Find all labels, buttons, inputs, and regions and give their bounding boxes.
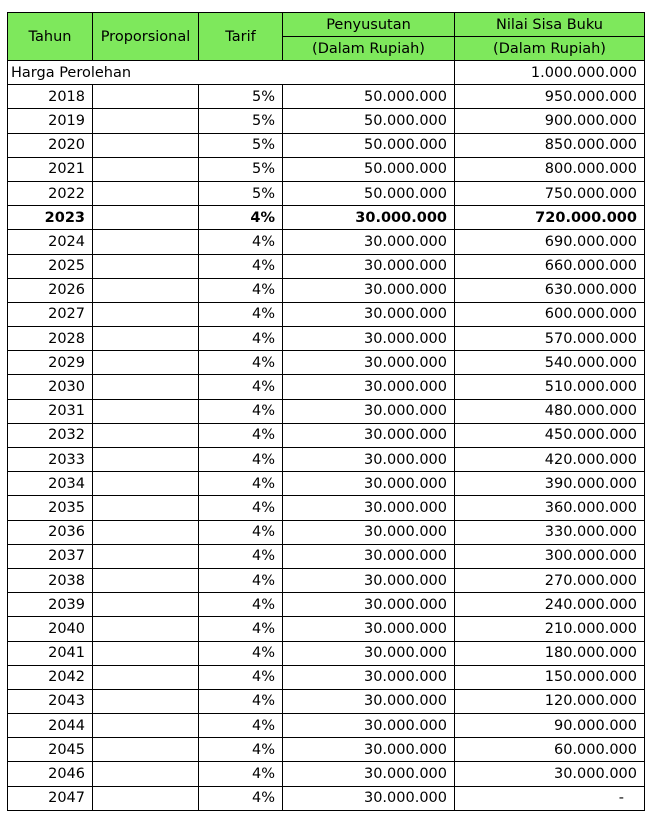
cell-book-value: 510.000.000 xyxy=(455,375,645,399)
table-row xyxy=(8,85,645,109)
cell-year: 2030 xyxy=(8,375,93,399)
table-row xyxy=(8,665,645,689)
cell-depreciation: 50.000.000 xyxy=(283,85,455,109)
cell-rate: 4% xyxy=(199,399,283,423)
cell-rate: 5% xyxy=(199,85,283,109)
table-row xyxy=(8,617,645,641)
cell-rate: 4% xyxy=(199,617,283,641)
table-row xyxy=(8,568,645,592)
cell-year: 2024 xyxy=(8,230,93,254)
cell-proportional xyxy=(93,109,199,133)
cell-rate: 4% xyxy=(199,230,283,254)
cell-proportional xyxy=(93,157,199,181)
cell-depreciation: 30.000.000 xyxy=(283,448,455,472)
cell-year: 2027 xyxy=(8,302,93,326)
table-row xyxy=(8,472,645,496)
cell-rate: 4% xyxy=(199,593,283,617)
table-row xyxy=(8,496,645,520)
cell-rate: 4% xyxy=(199,327,283,351)
header-nilai-sisa: Nilai Sisa Buku xyxy=(455,13,645,37)
table-row xyxy=(8,520,645,544)
cell-year: 2037 xyxy=(8,544,93,568)
cell-book-value: 720.000.000 xyxy=(455,206,645,230)
cell-book-value: 570.000.000 xyxy=(455,327,645,351)
cell-proportional xyxy=(93,206,199,230)
cell-proportional xyxy=(93,278,199,302)
table-row xyxy=(8,544,645,568)
cell-book-value: 420.000.000 xyxy=(455,448,645,472)
cell-book-value: 180.000.000 xyxy=(455,641,645,665)
header-nilai-sisa-sub: (Dalam Rupiah) xyxy=(455,37,645,61)
cell-year: 2044 xyxy=(8,714,93,738)
cell-depreciation: 30.000.000 xyxy=(283,399,455,423)
cell-rate: 4% xyxy=(199,423,283,447)
cell-proportional xyxy=(93,689,199,713)
cell-book-value: 360.000.000 xyxy=(455,496,645,520)
cell-proportional xyxy=(93,665,199,689)
cell-book-value: 240.000.000 xyxy=(455,593,645,617)
cell-book-value: 30.000.000 xyxy=(455,762,645,786)
cell-depreciation: 30.000.000 xyxy=(283,254,455,278)
table-row xyxy=(8,109,645,133)
cell-book-value: 600.000.000 xyxy=(455,302,645,326)
cell-proportional xyxy=(93,617,199,641)
table-row xyxy=(8,593,645,617)
cell-book-value: 900.000.000 xyxy=(455,109,645,133)
table-row xyxy=(8,206,645,230)
table-row xyxy=(8,133,645,157)
cell-proportional xyxy=(93,762,199,786)
cell-rate: 4% xyxy=(199,520,283,544)
cell-proportional xyxy=(93,641,199,665)
cell-depreciation: 30.000.000 xyxy=(283,617,455,641)
table-row xyxy=(8,375,645,399)
cell-depreciation: 30.000.000 xyxy=(283,568,455,592)
cell-book-value: 480.000.000 xyxy=(455,399,645,423)
cell-proportional xyxy=(93,85,199,109)
cell-rate: 4% xyxy=(199,302,283,326)
cell-year: 2025 xyxy=(8,254,93,278)
cell-proportional xyxy=(93,544,199,568)
cell-book-value: 300.000.000 xyxy=(455,544,645,568)
table-header xyxy=(8,13,645,61)
table-row xyxy=(8,254,645,278)
cell-proportional xyxy=(93,230,199,254)
cell-depreciation: 30.000.000 xyxy=(283,714,455,738)
cell-proportional xyxy=(93,399,199,423)
cell-proportional xyxy=(93,327,199,351)
cell-year: 2026 xyxy=(8,278,93,302)
cell-year: 2021 xyxy=(8,157,93,181)
cell-depreciation: 50.000.000 xyxy=(283,109,455,133)
cell-year: 2029 xyxy=(8,351,93,375)
cell-rate: 4% xyxy=(199,641,283,665)
table-row xyxy=(8,302,645,326)
table-row xyxy=(8,327,645,351)
cell-depreciation: 50.000.000 xyxy=(283,133,455,157)
header-penyusutan: Penyusutan xyxy=(283,13,455,37)
table-row xyxy=(8,786,645,810)
table-row xyxy=(8,278,645,302)
acquisition-row xyxy=(8,61,645,85)
table-row xyxy=(8,448,645,472)
cell-year: 2045 xyxy=(8,738,93,762)
cell-rate: 5% xyxy=(199,109,283,133)
cell-proportional xyxy=(93,593,199,617)
cell-year: 2031 xyxy=(8,399,93,423)
cell-book-value: 850.000.000 xyxy=(455,133,645,157)
acquisition-value: 1.000.000.000 xyxy=(455,61,645,85)
cell-book-value: 540.000.000 xyxy=(455,351,645,375)
cell-book-value: 690.000.000 xyxy=(455,230,645,254)
table-body xyxy=(8,61,645,811)
cell-depreciation: 30.000.000 xyxy=(283,762,455,786)
cell-year: 2046 xyxy=(8,762,93,786)
cell-book-value: 800.000.000 xyxy=(455,157,645,181)
cell-proportional xyxy=(93,375,199,399)
cell-year: 2035 xyxy=(8,496,93,520)
cell-depreciation: 50.000.000 xyxy=(283,157,455,181)
cell-rate: 4% xyxy=(199,738,283,762)
cell-rate: 4% xyxy=(199,544,283,568)
cell-depreciation: 30.000.000 xyxy=(283,544,455,568)
cell-proportional xyxy=(93,520,199,544)
cell-rate: 5% xyxy=(199,157,283,181)
cell-proportional xyxy=(93,423,199,447)
cell-book-value: - xyxy=(455,786,645,810)
cell-proportional xyxy=(93,448,199,472)
cell-book-value: 750.000.000 xyxy=(455,181,645,205)
cell-rate: 4% xyxy=(199,375,283,399)
header-penyusutan-sub: (Dalam Rupiah) xyxy=(283,37,455,61)
cell-proportional xyxy=(93,302,199,326)
cell-depreciation: 30.000.000 xyxy=(283,375,455,399)
table-row xyxy=(8,689,645,713)
cell-rate: 4% xyxy=(199,568,283,592)
cell-year: 2028 xyxy=(8,327,93,351)
cell-proportional xyxy=(93,714,199,738)
cell-year: 2047 xyxy=(8,786,93,810)
table-row xyxy=(8,641,645,665)
cell-depreciation: 30.000.000 xyxy=(283,520,455,544)
cell-book-value: 60.000.000 xyxy=(455,738,645,762)
cell-year: 2042 xyxy=(8,665,93,689)
cell-depreciation: 30.000.000 xyxy=(283,327,455,351)
cell-rate: 4% xyxy=(199,786,283,810)
cell-rate: 4% xyxy=(199,762,283,786)
table-row xyxy=(8,399,645,423)
depreciation-table xyxy=(7,12,645,811)
cell-book-value: 660.000.000 xyxy=(455,254,645,278)
cell-book-value: 330.000.000 xyxy=(455,520,645,544)
cell-depreciation: 30.000.000 xyxy=(283,423,455,447)
cell-proportional xyxy=(93,133,199,157)
cell-year: 2040 xyxy=(8,617,93,641)
cell-proportional xyxy=(93,351,199,375)
cell-depreciation: 30.000.000 xyxy=(283,206,455,230)
cell-proportional xyxy=(93,786,199,810)
cell-depreciation: 30.000.000 xyxy=(283,593,455,617)
cell-rate: 4% xyxy=(199,496,283,520)
cell-depreciation: 30.000.000 xyxy=(283,689,455,713)
cell-year: 2020 xyxy=(8,133,93,157)
cell-book-value: 210.000.000 xyxy=(455,617,645,641)
cell-rate: 4% xyxy=(199,472,283,496)
cell-rate: 4% xyxy=(199,254,283,278)
cell-proportional xyxy=(93,181,199,205)
cell-rate: 4% xyxy=(199,448,283,472)
table-row xyxy=(8,762,645,786)
cell-year: 2018 xyxy=(8,85,93,109)
cell-year: 2043 xyxy=(8,689,93,713)
cell-rate: 4% xyxy=(199,689,283,713)
cell-rate: 5% xyxy=(199,133,283,157)
cell-depreciation: 30.000.000 xyxy=(283,786,455,810)
cell-book-value: 270.000.000 xyxy=(455,568,645,592)
table-row xyxy=(8,423,645,447)
cell-depreciation: 30.000.000 xyxy=(283,302,455,326)
cell-year: 2019 xyxy=(8,109,93,133)
table-row xyxy=(8,230,645,254)
cell-depreciation: 50.000.000 xyxy=(283,181,455,205)
cell-year: 2038 xyxy=(8,568,93,592)
cell-rate: 4% xyxy=(199,278,283,302)
cell-proportional xyxy=(93,568,199,592)
cell-proportional xyxy=(93,472,199,496)
cell-depreciation: 30.000.000 xyxy=(283,230,455,254)
cell-year: 2034 xyxy=(8,472,93,496)
cell-rate: 4% xyxy=(199,351,283,375)
cell-depreciation: 30.000.000 xyxy=(283,641,455,665)
header-tahun: Tahun xyxy=(8,13,93,61)
cell-rate: 5% xyxy=(199,181,283,205)
cell-proportional xyxy=(93,738,199,762)
cell-depreciation: 30.000.000 xyxy=(283,496,455,520)
cell-year: 2041 xyxy=(8,641,93,665)
cell-depreciation: 30.000.000 xyxy=(283,472,455,496)
cell-proportional xyxy=(93,254,199,278)
cell-book-value: 150.000.000 xyxy=(455,665,645,689)
cell-book-value: 390.000.000 xyxy=(455,472,645,496)
cell-depreciation: 30.000.000 xyxy=(283,665,455,689)
cell-rate: 4% xyxy=(199,206,283,230)
cell-book-value: 90.000.000 xyxy=(455,714,645,738)
cell-year: 2023 xyxy=(8,206,93,230)
cell-depreciation: 30.000.000 xyxy=(283,278,455,302)
table-row xyxy=(8,181,645,205)
table-row xyxy=(8,714,645,738)
cell-year: 2039 xyxy=(8,593,93,617)
cell-book-value: 450.000.000 xyxy=(455,423,645,447)
cell-book-value: 630.000.000 xyxy=(455,278,645,302)
cell-book-value: 950.000.000 xyxy=(455,85,645,109)
table-row xyxy=(8,157,645,181)
cell-year: 2032 xyxy=(8,423,93,447)
cell-rate: 4% xyxy=(199,714,283,738)
cell-book-value: 120.000.000 xyxy=(455,689,645,713)
cell-rate: 4% xyxy=(199,665,283,689)
table-row xyxy=(8,738,645,762)
cell-year: 2033 xyxy=(8,448,93,472)
header-tarif: Tarif xyxy=(199,13,283,61)
cell-year: 2022 xyxy=(8,181,93,205)
cell-depreciation: 30.000.000 xyxy=(283,738,455,762)
table-row xyxy=(8,351,645,375)
cell-depreciation: 30.000.000 xyxy=(283,351,455,375)
cell-proportional xyxy=(93,496,199,520)
acquisition-label: Harga Perolehan xyxy=(8,61,455,85)
header-proporsional: Proporsional xyxy=(93,13,199,61)
cell-year: 2036 xyxy=(8,520,93,544)
